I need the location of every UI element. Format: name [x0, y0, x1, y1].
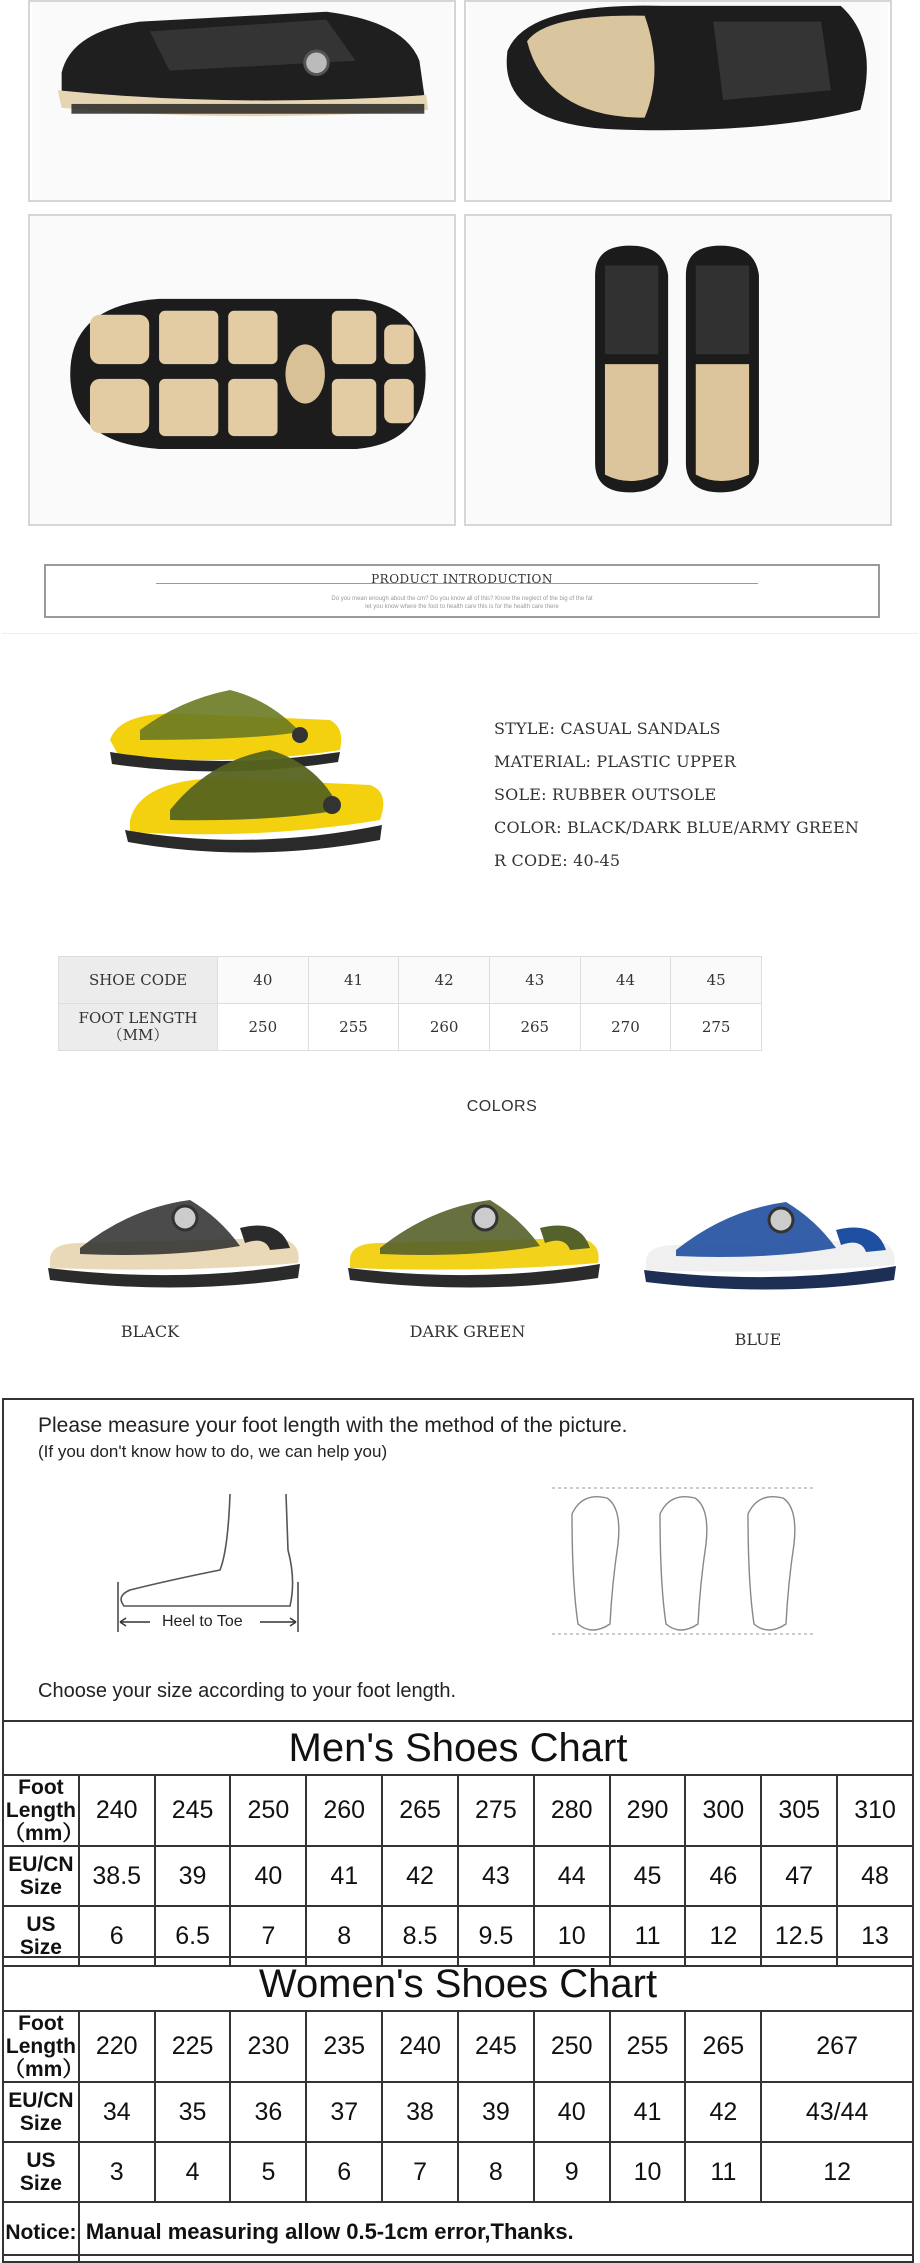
mens-foot-length-header-line2: Length（mm）: [4, 1799, 84, 1845]
womens-foot-length-cell: 265: [685, 2011, 761, 2082]
product-hero-image: [100, 680, 400, 900]
spec-material: MATERIAL: PLASTIC UPPER: [494, 752, 737, 771]
womens-eu-size-header: EU/CN Size: [3, 2082, 79, 2142]
womens-us-size-cell: 4: [155, 2142, 231, 2202]
product-photo-top: [464, 0, 892, 202]
shoe-code-table: [58, 956, 762, 1051]
womens-eu-size-cell: 37: [306, 2082, 382, 2142]
foot-length-cell: 255: [308, 1004, 399, 1051]
green-sandal-image: [100, 680, 400, 900]
womens-eu-size-cell: 43/44: [761, 2082, 913, 2142]
womens-us-size-cell: 7: [382, 2142, 458, 2202]
notice-text: Manual measuring allow 0.5-1cm error,Thanks.: [79, 2202, 913, 2262]
womens-foot-length-cell: 235: [306, 2011, 382, 2082]
intro-title: PRODUCT INTRODUCTION: [371, 572, 553, 586]
womens-us-size-cell: 10: [610, 2142, 686, 2202]
mens-eu-size-cell: 45: [610, 1846, 686, 1906]
mens-foot-length-cell: 240: [79, 1775, 155, 1846]
shoe-code-cell: 41: [308, 957, 399, 1004]
foot-length-header: [59, 1004, 218, 1051]
mens-us-size-cell: 9.5: [458, 1906, 534, 1966]
color-swatch-blue: [636, 1190, 906, 1300]
color-label-dark-green: DARK GREEN: [409, 1322, 526, 1341]
womens-us-size-cell: 6: [306, 2142, 382, 2202]
product-photo-sole: [28, 214, 456, 526]
mens-foot-length-cell: 265: [382, 1775, 458, 1846]
foot-length-header-line1: FOOT LENGTH: [78, 1009, 198, 1027]
womens-foot-length-cell: 225: [155, 2011, 231, 2082]
mens-foot-length-cell: 280: [534, 1775, 610, 1846]
womens-eu-size-cell: 35: [155, 2082, 231, 2142]
shoe-code-cell: 40: [218, 957, 309, 1004]
foot-length-cell: 270: [580, 1004, 671, 1051]
notice-header: Notice:: [3, 2202, 79, 2262]
foot-length-cell: 260: [399, 1004, 490, 1051]
sandal-side-image: [30, 2, 454, 200]
mens-us-size-cell: 6: [79, 1906, 155, 1966]
color-swatch-dark-green: [340, 1188, 610, 1298]
foot-length-row: [59, 1004, 762, 1051]
mens-us-size-cell: 12.5: [761, 1906, 837, 1966]
mens-us-size-cell: 7: [230, 1906, 306, 1966]
womens-title-row: [3, 1957, 913, 2011]
blue-sandal-image: [636, 1190, 906, 1300]
spec-sole: SOLE: RUBBER OUTSOLE: [494, 785, 717, 804]
mens-foot-length-cell: 250: [230, 1775, 306, 1846]
shoe-code-cell: 42: [399, 957, 490, 1004]
product-photo-pair: [464, 214, 892, 526]
womens-size-table: [2, 1956, 914, 2263]
mens-foot-length-row: [3, 1775, 913, 1846]
spec-color: COLOR: BLACK/DARK BLUE/ARMY GREEN: [494, 818, 860, 837]
womens-foot-length-header: [3, 2011, 84, 2082]
foot-length-cell: 265: [489, 1004, 580, 1051]
womens-foot-length-cell: 245: [458, 2011, 534, 2082]
notice-row: [3, 2202, 913, 2262]
mens-eu-size-cell: 43: [458, 1846, 534, 1906]
choose-size-instruction: Choose your size according to your foot length.: [38, 1680, 457, 1702]
spec-style: STYLE: CASUAL SANDALS: [494, 719, 721, 738]
sandal-sole-image: [30, 216, 454, 524]
womens-eu-size-cell: 41: [610, 2082, 686, 2142]
mens-foot-length-cell: 290: [610, 1775, 686, 1846]
foot-length-cell: 275: [671, 1004, 762, 1051]
womens-eu-size-row: [3, 2082, 913, 2142]
womens-foot-length-cell: 240: [382, 2011, 458, 2082]
womens-foot-length-cell: 220: [79, 2011, 155, 2082]
mens-eu-size-cell: 48: [837, 1846, 913, 1906]
womens-us-size-row: [3, 2142, 913, 2202]
mens-eu-size-cell: 44: [534, 1846, 610, 1906]
womens-us-size-header: US Size: [3, 2142, 79, 2202]
mens-eu-size-cell: 42: [382, 1846, 458, 1906]
womens-chart-title: Women's Shoes Chart: [3, 1957, 913, 2011]
mens-foot-length-cell: 305: [761, 1775, 837, 1846]
womens-us-size-cell: 11: [685, 2142, 761, 2202]
womens-eu-size-cell: 42: [685, 2082, 761, 2142]
mens-us-size-cell: 11: [610, 1906, 686, 1966]
intro-fine-print-2: let you know where the foot to health care this is for the health care there: [365, 604, 559, 610]
mens-eu-size-row: [3, 1846, 913, 1906]
mens-foot-length-header: [3, 1775, 84, 1846]
mens-us-size-header: US Size: [3, 1906, 79, 1966]
womens-us-size-cell: 8: [458, 2142, 534, 2202]
womens-us-size-cell: 3: [79, 2142, 155, 2202]
spec-code: R CODE: 40-45: [494, 851, 621, 870]
mens-eu-size-cell: 41: [306, 1846, 382, 1906]
mens-us-size-cell: 8.5: [382, 1906, 458, 1966]
womens-foot-length-cell: 230: [230, 2011, 306, 2082]
womens-us-size-cell: 5: [230, 2142, 306, 2202]
shoe-code-cell: 45: [671, 957, 762, 1004]
womens-foot-length-cell: 250: [534, 2011, 610, 2082]
womens-eu-size-cell: 39: [458, 2082, 534, 2142]
mens-us-size-cell: 13: [837, 1906, 913, 1966]
mens-foot-length-cell: 245: [155, 1775, 231, 1846]
womens-foot-length-header-line2: Length（mm）: [4, 2035, 84, 2081]
product-photo-side: [28, 0, 456, 202]
womens-eu-size-cell: 40: [534, 2082, 610, 2142]
shoe-code-cell: 44: [580, 957, 671, 1004]
heel-to-toe-label: Heel to Toe: [162, 1613, 243, 1630]
shoe-code-row: [59, 957, 762, 1004]
colors-title: COLORS: [466, 1098, 538, 1115]
intro-fine-print-1: Do you mean enough about the cm? Do you know all of this? Know the neglect of the big of the fat: [331, 596, 593, 602]
shoe-code-header: SHOE CODE: [59, 957, 218, 1004]
sandal-pair-image: [466, 216, 890, 524]
sandal-top-image: [466, 2, 890, 200]
mens-foot-length-cell: 275: [458, 1775, 534, 1846]
shoe-code-cell: 43: [489, 957, 580, 1004]
mens-title-row: [3, 1721, 913, 1775]
womens-foot-length-row: [3, 2011, 913, 2082]
womens-foot-length-header-line1: Foot: [18, 2012, 64, 2035]
foot-length-cell: 250: [218, 1004, 309, 1051]
mens-foot-length-header-line1: Foot: [18, 1776, 64, 1799]
mens-chart-title: Men's Shoes Chart: [3, 1721, 913, 1775]
womens-us-size-cell: 9: [534, 2142, 610, 2202]
foot-outline-icon: [552, 1484, 814, 1640]
mens-eu-size-cell: 46: [685, 1846, 761, 1906]
mens-eu-size-header: EU/CN Size: [3, 1846, 79, 1906]
womens-foot-length-cell: 255: [610, 2011, 686, 2082]
mens-foot-length-cell: 310: [837, 1775, 913, 1846]
womens-eu-size-cell: 34: [79, 2082, 155, 2142]
foot-top-diagram: [552, 1484, 814, 1640]
mens-eu-size-cell: 39: [155, 1846, 231, 1906]
measure-instruction: Please measure your foot length with the method of the picture.: [38, 1414, 628, 1437]
mens-us-size-cell: 10: [534, 1906, 610, 1966]
section-divider: [2, 633, 918, 634]
mens-foot-length-cell: 300: [685, 1775, 761, 1846]
womens-eu-size-cell: 36: [230, 2082, 306, 2142]
color-label-black: BLACK: [120, 1322, 180, 1341]
foot-length-header-line2: （MM）: [107, 1026, 169, 1044]
womens-us-size-cell: 12: [761, 2142, 913, 2202]
green-sandal-swatch-image: [340, 1188, 610, 1298]
mens-size-table: [2, 1720, 914, 1967]
mens-us-size-cell: 8: [306, 1906, 382, 1966]
mens-eu-size-cell: 40: [230, 1846, 306, 1906]
mens-us-size-cell: 6.5: [155, 1906, 231, 1966]
color-label-blue: BLUE: [734, 1330, 782, 1349]
womens-eu-size-cell: 38: [382, 2082, 458, 2142]
product-introduction-banner: [44, 564, 880, 618]
color-swatch-black: [40, 1188, 310, 1298]
mens-eu-size-cell: 38.5: [79, 1846, 155, 1906]
mens-foot-length-cell: 260: [306, 1775, 382, 1846]
mens-us-size-cell: 12: [685, 1906, 761, 1966]
black-sandal-image: [40, 1188, 310, 1298]
measure-help-note: (If you don't know how to do, we can help you): [38, 1442, 388, 1461]
mens-eu-size-cell: 47: [761, 1846, 837, 1906]
womens-foot-length-cell: 267: [761, 2011, 913, 2082]
